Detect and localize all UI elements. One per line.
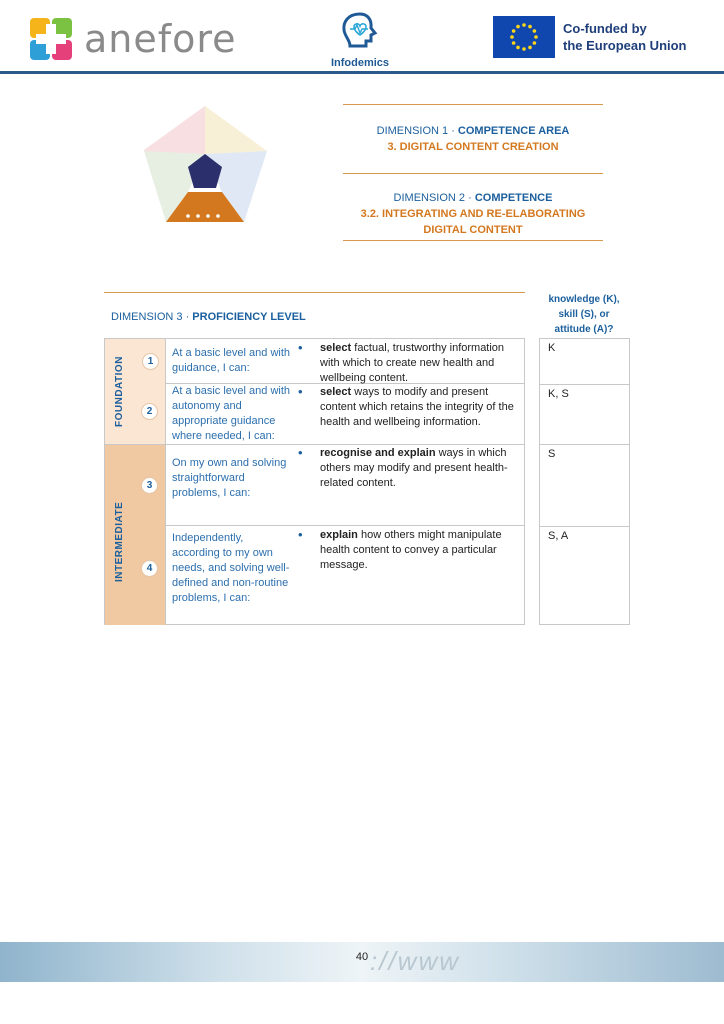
anefore-wordmark: anefore — [84, 17, 237, 61]
level-number-badge: 1 — [142, 353, 159, 370]
level-description: Independently, according to my own needs, and solving well-defined and non-routine problems, I can: — [172, 532, 290, 604]
level-description: On my own and solving straightforward problems, I can: — [172, 457, 287, 499]
eu-text-line2: the European Union — [563, 38, 687, 53]
dimension3-prefix: DIMENSION 3 · — [111, 311, 193, 323]
page-number: 40 — [355, 951, 369, 963]
pentagon-segment-top-right — [205, 106, 267, 154]
bullet-icon: • — [298, 340, 303, 355]
bullet-icon: • — [298, 384, 303, 399]
bullet-icon: • — [298, 527, 303, 542]
head-heart-icon — [338, 10, 382, 50]
ksa-header-line3: attitude (A)? — [554, 324, 614, 335]
statement-rest: factual, trustworthy information with which to create new health and wellbeing content. — [320, 342, 505, 384]
dimension1-value: 3. DIGITAL CONTENT CREATION — [387, 141, 559, 153]
eu-cofunding-text — [563, 20, 687, 54]
ksa-column — [539, 338, 630, 625]
footer-decor-text: ://www — [370, 946, 460, 976]
dimension1-block — [343, 105, 603, 173]
infodemics-wordmark: Infodemics — [330, 57, 390, 69]
eu-text-line1: Co-funded by — [563, 21, 647, 36]
statement-rest: how others might manipulate health content to convey a particular message. — [320, 529, 502, 571]
statement-rest: ways in which others may modify and present health-related content. — [320, 447, 508, 489]
dimensions-header — [343, 104, 603, 241]
dimension3-heading — [111, 311, 306, 323]
dimension2-value-line2: DIGITAL CONTENT — [423, 224, 523, 236]
ksa-cell: K, S — [540, 384, 629, 444]
level-number-badge: 3 — [141, 477, 158, 494]
dimension3-divider — [104, 292, 525, 293]
statement-verb: select — [320, 342, 352, 354]
dimension2-label: COMPETENCE — [474, 192, 553, 204]
ksa-header-line1: knowledge (K), — [548, 294, 620, 305]
ksa-cell: S — [540, 444, 629, 526]
level-description: At a basic level and with guidance, I can: — [172, 347, 291, 374]
divider — [343, 240, 603, 241]
dimension2-prefix: DIMENSION 2 · — [393, 192, 475, 204]
ksa-cell: K — [548, 342, 556, 354]
level-description: At a basic level and with autonomy and appropriate guidance where needed, I can: — [172, 385, 291, 442]
ksa-column-header — [539, 292, 629, 337]
dimension1-label: COMPETENCE AREA — [457, 125, 570, 137]
bullet-icon: • — [298, 445, 303, 460]
infodemics-logo — [322, 10, 398, 69]
eu-flag-icon — [493, 16, 555, 58]
statement-text — [320, 385, 520, 430]
ksa-header-line2: skill (S), or — [558, 309, 610, 320]
anefore-cross-icon — [30, 18, 72, 60]
header-divider — [0, 71, 724, 74]
competence-pentagon-graphic — [140, 104, 270, 232]
foundation-band — [105, 339, 166, 444]
pentagon-segment-top-left — [144, 106, 205, 154]
eu-cofunding-logo — [493, 16, 687, 58]
dimension2-value-line1: 3.2. INTEGRATING AND RE-ELABORATING — [360, 208, 586, 220]
proficiency-table — [104, 338, 525, 625]
intermediate-label: INTERMEDIATE — [114, 501, 125, 582]
level-number-badge: 2 — [141, 403, 158, 420]
foundation-label: FOUNDATION — [114, 356, 125, 427]
statement-verb: recognise and explain — [320, 447, 436, 459]
dimension2-block — [343, 174, 603, 240]
dimension3-label: PROFICIENCY LEVEL — [192, 311, 306, 323]
statement-text — [320, 528, 520, 573]
level-number-badge: 4 — [141, 560, 158, 577]
statement-verb: explain — [320, 529, 358, 541]
statement-text — [320, 446, 520, 491]
statement-verb: select — [320, 386, 352, 398]
page-header — [0, 0, 724, 75]
statement-rest: ways to modify and present content which retains the integrity of the health and wellbeing information. — [320, 386, 514, 428]
dimension1-prefix: DIMENSION 1 · — [376, 125, 458, 137]
dimension2-heading — [343, 190, 603, 206]
ksa-cell: S, A — [540, 526, 629, 624]
intermediate-band — [105, 444, 166, 625]
anefore-logo — [30, 18, 237, 60]
dimension1-heading — [343, 123, 603, 139]
statement-text — [320, 341, 520, 386]
